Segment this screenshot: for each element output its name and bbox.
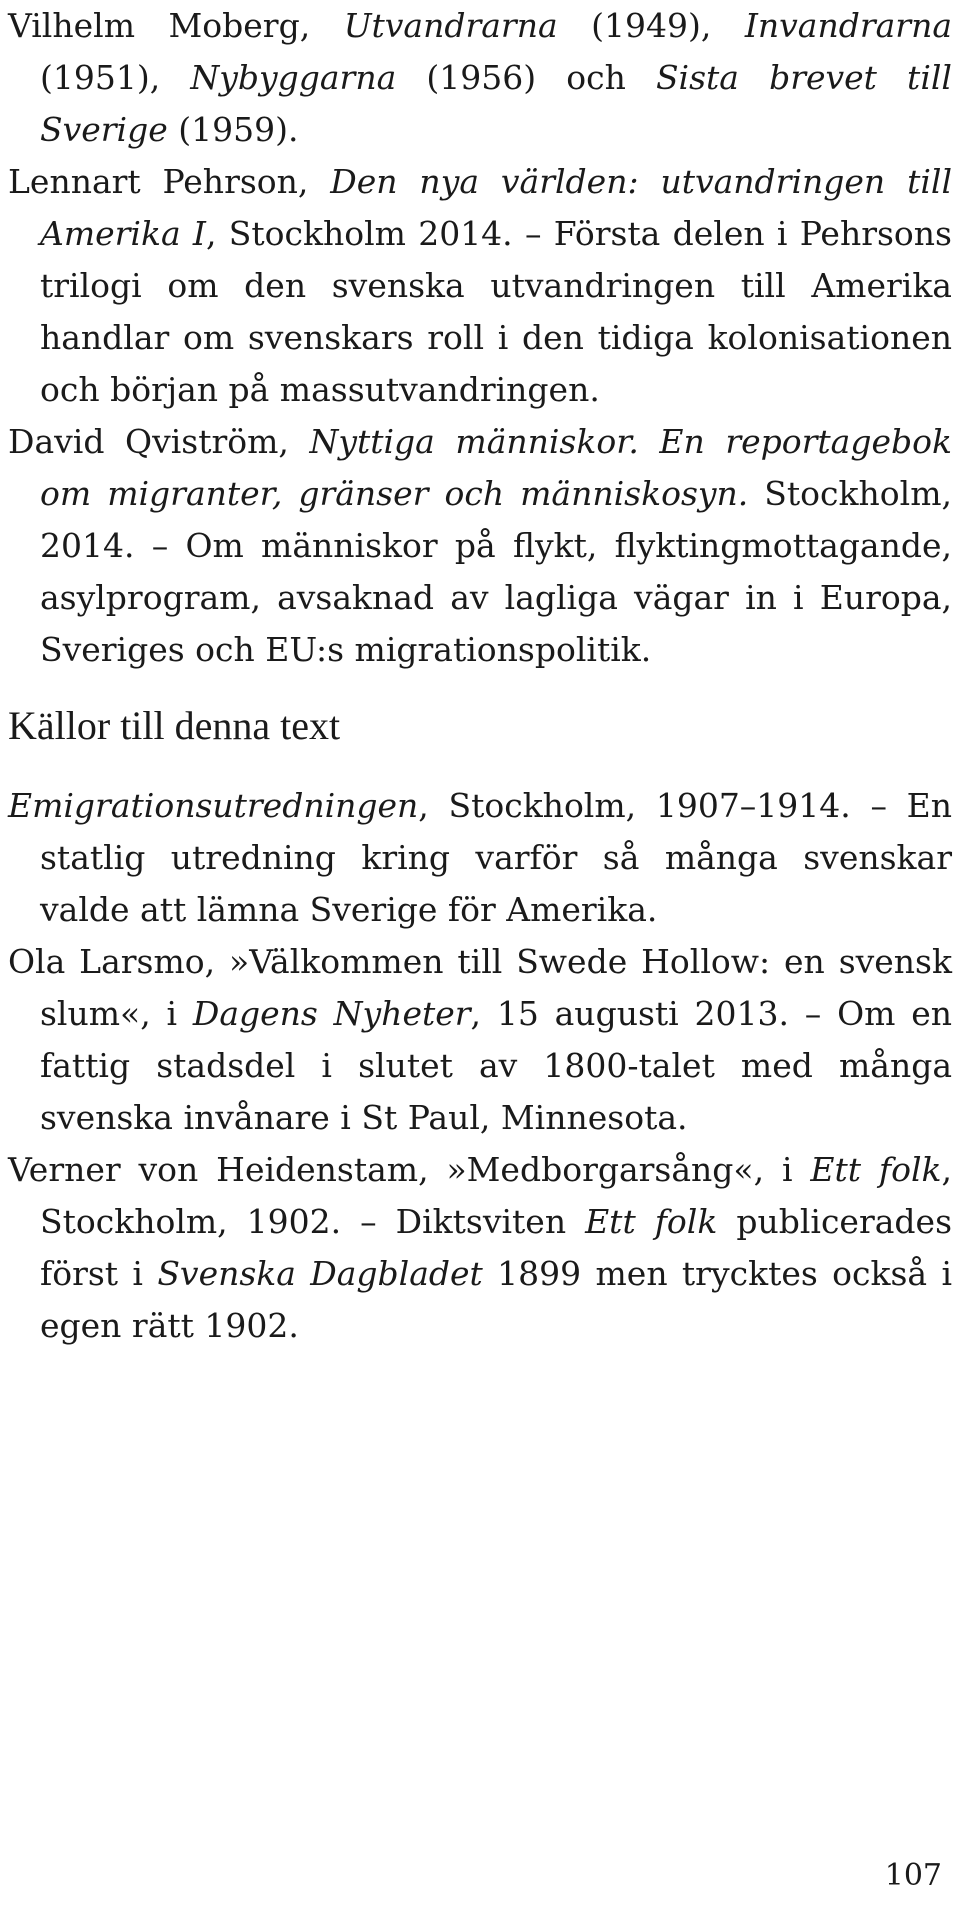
reference-text: Ola Larsmo, »Välkommen till Swede Hollow: en svensk slum«, i — [8, 942, 952, 1033]
reference-text: Lennart Pehrson, — [8, 162, 331, 201]
reference-text: , Stockholm, 1902. – Diktsviten — [40, 1150, 953, 1241]
book-title: Sista brevet till Sverige — [40, 58, 952, 149]
reference-text: , 15 augusti 2013. – Om en fattig stadsdel i slutet av 1800-talet med många svenska invånare i St Paul, Minnesota. — [40, 994, 953, 1137]
reference-text: (1951), — [40, 58, 191, 97]
reference-text: (1949), — [557, 6, 745, 45]
reference-text: David Qviström, — [8, 422, 310, 461]
reference-entry-moberg — [8, 0, 952, 156]
reference-entry-pehrson — [8, 156, 952, 416]
reference-text: (1956) och — [396, 58, 656, 97]
reference-text: Verner von Heidenstam, »Medborgarsång«, i — [8, 1150, 811, 1189]
reference-text: 1899 men trycktes också i egen rätt 1902. — [40, 1254, 953, 1345]
reference-text: , Stockholm 2014. – Första delen i Pehrsons trilogi om den svenska utvandringen till Amerika handlar om svenskars roll i den tidiga kolonisationen och början på massutvandringen. — [40, 214, 952, 409]
source-entry-emigrationsutredningen — [8, 780, 952, 936]
reference-text: , Stockholm, 1907–1914. – En statlig utredning kring varför så många svenskar valde att lämna Sverige för Amerika. — [40, 786, 952, 929]
book-title: Utvandrarna — [343, 6, 558, 45]
reference-text: publicerades först i — [40, 1202, 953, 1293]
book-title: Den nya världen: utvandringen till Amerika I — [40, 162, 952, 253]
reference-text: (1959). — [167, 110, 299, 149]
book-title: Ett folk — [810, 1150, 942, 1189]
book-title: Nybyggarna — [190, 58, 397, 97]
page — [8, 0, 952, 1352]
publication-title: Svenska Dagbladet — [157, 1254, 483, 1293]
book-title: Emigrationsutredningen — [8, 786, 419, 825]
publication-title: Dagens Nyheter — [192, 994, 471, 1033]
sources-heading: Källor till denna text — [8, 703, 341, 748]
book-title: Invandrarna — [744, 6, 952, 45]
reference-entry-qvistrom — [8, 416, 952, 676]
book-title: Ett folk — [585, 1202, 718, 1241]
reference-text: Vilhelm Moberg, — [8, 6, 344, 45]
source-entry-heidenstam — [8, 1144, 952, 1352]
source-entry-larsmo — [8, 936, 952, 1144]
reference-text: Stockholm, 2014. – Om människor på flykt, flyktingmottagande, asylprogram, avsaknad av lagliga vägar in i Europa, Sveriges och EU:s migrationspolitik. — [40, 474, 952, 669]
page-number: 107 — [884, 1858, 942, 1893]
book-title: Nyttiga människor. En reportagebok om migranter, gränser och människosyn. — [40, 422, 952, 513]
